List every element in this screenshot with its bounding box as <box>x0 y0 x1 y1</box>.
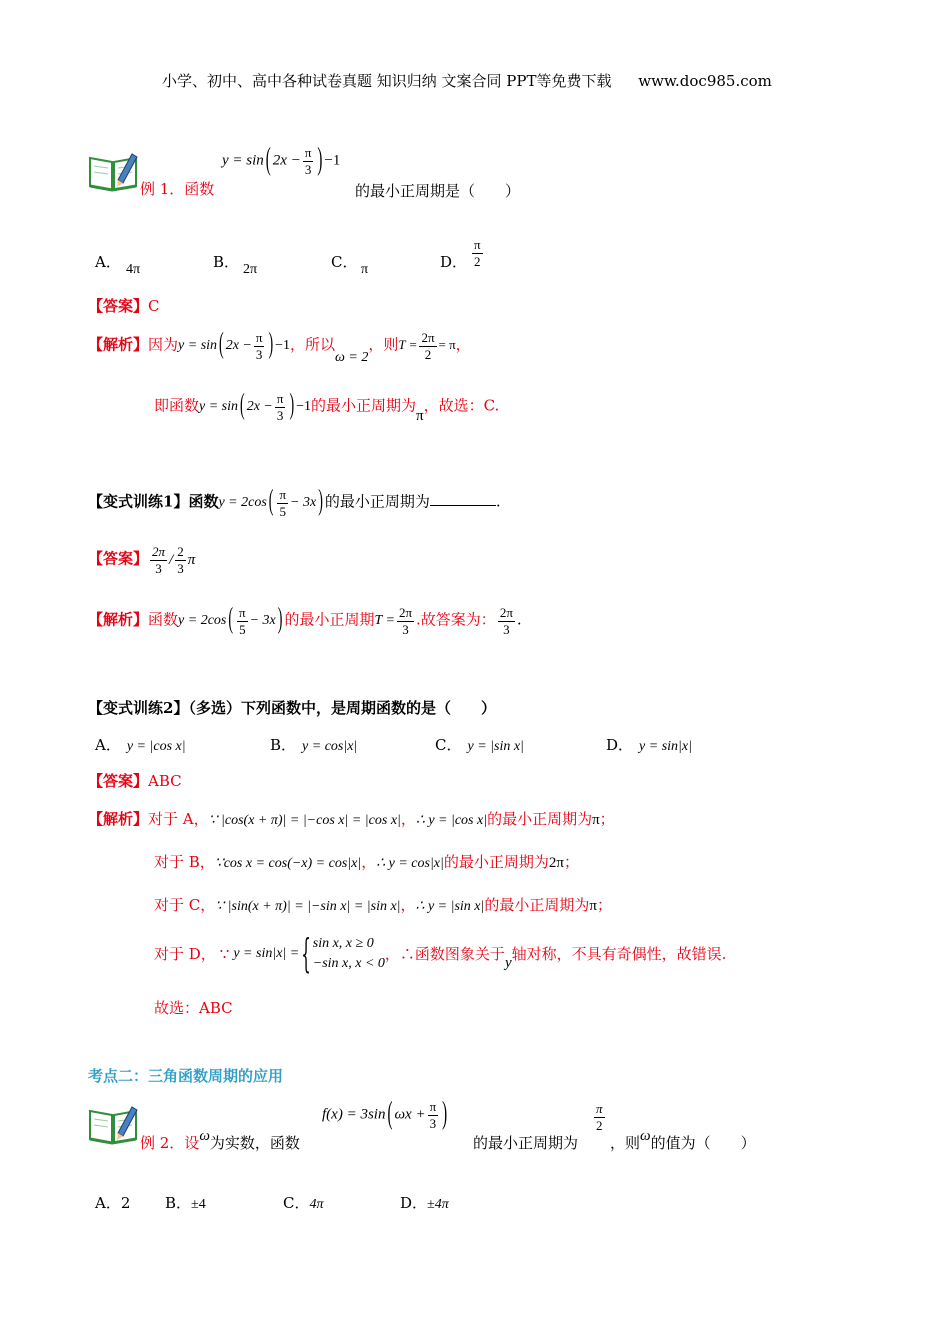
section2-title: 考点二：三角函数周期的应用 <box>88 1067 284 1085</box>
var2-option-c: C． y = |sin x| <box>435 736 524 754</box>
page-header <box>162 70 772 91</box>
answer-blank <box>430 491 496 506</box>
header-left: 小学、初中、高中各种试卷真题 知识归纳 文案合同 PPT等免费下载 <box>162 72 612 90</box>
variant1-analysis: 【解析】函数y = 2cos ( $\frac{\pi}{5}$ − 3x ) 的最小正周期T = $\frac{2\pi}{3}$ .故答案为： $\frac{2\pi}{3}$ . <box>88 604 522 637</box>
ex2-option-d: D．±4π <box>400 1194 449 1212</box>
example1-question <box>140 178 214 199</box>
variant2-analysis-b: 对于 B，∵cos x = cos(−x) = cos|x|，∴ y = cos|x|的最小正周期为2π； <box>154 853 579 871</box>
var2-option-a: A． y = |cos x| <box>95 736 186 754</box>
ex1-option-b-value: 2π <box>243 262 258 277</box>
ex1-option-b: B． <box>213 253 240 271</box>
ex1-option-d-value: $\frac{\pi}{2}$ <box>474 237 481 269</box>
example1-label: 例 1．函数 <box>140 180 215 198</box>
example2-formula: f(x) = 3sin ( ωx + $\frac{\pi}{3}$ ) <box>322 1097 448 1131</box>
variant2-question: 【变式训练2】（多选）下列函数中，是周期函数的是（ ） <box>88 699 496 717</box>
ex1-answer: 【答案】C <box>88 297 160 315</box>
example1-tail: 的最小正周期是（ ） <box>355 182 521 200</box>
example2-question: 例 2．设ω为实数，函数 <box>140 1128 300 1152</box>
variant2-answer: 【答案】ABC <box>88 772 182 790</box>
ex2-option-a: A．2 <box>95 1194 131 1212</box>
variant1-answer: 【答案】 $\frac{2\pi}{3}$ / $\frac{2}{3}$ π <box>88 544 196 576</box>
ex1-analysis-line2: 即函数y = sin ( 2x − $\frac{\pi}{3}$ ) −1的最小正周期为π，故选：C. <box>154 390 500 425</box>
ex2-option-b: B．±4 <box>165 1194 206 1212</box>
example2-tail2: ，则ω的值为（ ） <box>610 1128 756 1152</box>
variant2-choose: 故选：ABC <box>154 999 233 1017</box>
variant2-analysis-a: 【解析】对于 A，∵ |cos(x + π)| = |−cos x| = |cos x|，∴ y = |cos x|的最小正周期为π； <box>88 810 615 828</box>
example2-tail: 的最小正周期为 <box>473 1134 579 1152</box>
variant1-question: 【变式训练1】函数y = 2cos ( $\frac{\pi}{5}$ − 3x ) 的最小正周期为 . <box>88 486 501 519</box>
ex1-option-a-value: 4π <box>126 262 141 277</box>
ex2-option-c: C．4π <box>283 1194 324 1212</box>
example1-formula: y = sin ( 2x − $\frac{\pi}{3}$ ) −1 <box>222 143 341 177</box>
variant2-analysis-c: 对于 C，∵ |sin(x + π)| = |−sin x| = |sin x|，∴ y = |sin x|的最小正周期为π； <box>154 896 612 914</box>
ex1-option-d: D． <box>440 253 468 271</box>
header-url: www.doc985.com <box>638 72 772 90</box>
ex1-option-c: C． <box>331 253 358 271</box>
ex1-option-c-value: π <box>361 262 369 277</box>
var2-option-b: B． y = cos|x| <box>270 736 358 754</box>
book-pencil-icon <box>88 150 140 192</box>
variant2-analysis-d: 对于 D， ∵ y = sin|x| = { sin x, x ≥ 0 −sin x, x < 0 ，∴函数图象关于 y 轴对称，不具有奇偶性，故错误. <box>154 930 727 977</box>
ex1-option-a: A． <box>95 253 121 271</box>
book-pencil-icon <box>88 1103 140 1145</box>
var2-option-d: D． y = sin|x| <box>606 736 692 754</box>
example2-period: $\frac{\pi}{2}$ <box>596 1101 603 1133</box>
ex1-analysis-line1: 【解析】因为y = sin ( 2x − $\frac{\pi}{3}$ ) −1，所以ω = 2，则T = $\frac{2\pi}{2}$ = π， <box>88 329 471 366</box>
